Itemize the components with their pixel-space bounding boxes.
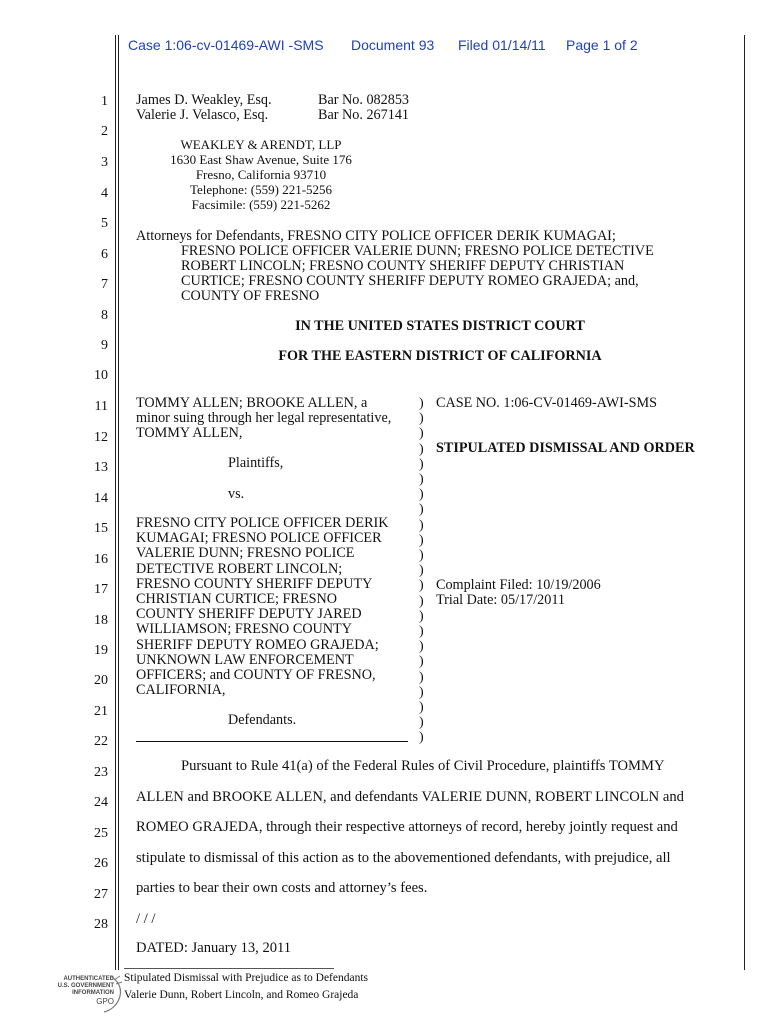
complaint-filed-date: Complaint Filed: 10/19/2006: [436, 577, 601, 593]
attorneys-for-line-1: Attorneys for Defendants, FRESNO CITY POLICE OFFICER DERIK KUMAGAI;: [136, 228, 616, 244]
body-line-6: / / /: [136, 911, 156, 927]
plaintiffs-label: Plaintiffs,: [228, 455, 284, 471]
line-number: 11: [94, 399, 108, 414]
header-case-number: Case 1:06-cv-01469-AWI -SMS: [128, 37, 324, 53]
line-number: 3: [101, 155, 108, 170]
caption-parenthesis: ): [419, 669, 424, 685]
line-number: 18: [94, 613, 108, 628]
left-margin-rule-outer: [115, 35, 116, 970]
caption-parenthesis: ): [419, 608, 424, 624]
defendants-line: SHERIFF DEPUTY ROMEO GRAJEDA;: [136, 636, 379, 653]
line-number: 28: [94, 917, 108, 932]
document-title: STIPULATED DISMISSAL AND ORDER: [436, 440, 695, 456]
line-number: 26: [94, 856, 108, 871]
caption-parenthesis: ): [419, 548, 424, 563]
defendants-line: DETECTIVE ROBERT LINCOLN;: [136, 560, 343, 577]
defendants-line: FRESNO COUNTY SHERIFF DEPUTY: [136, 575, 373, 592]
line-number: 4: [101, 186, 108, 201]
line-number: 8: [101, 308, 108, 323]
line-number: 10: [94, 368, 108, 383]
line-number: 2: [101, 124, 108, 139]
caption-parenthesis: ): [419, 441, 424, 457]
header-document-number: Document 93: [351, 37, 435, 53]
attorneys-for-line-5: COUNTY OF FRESNO: [181, 288, 320, 304]
plaintiffs-line-1: TOMMY ALLEN; BROOKE ALLEN, a: [136, 395, 368, 411]
caption-parenthesis: ): [419, 578, 424, 594]
attorneys-for-line-3: ROBERT LINCOLN; FRESNO COUNTY SHERIFF DEPUTY CHRISTIAN: [181, 258, 625, 274]
footer-line-1: Stipulated Dismissal with Prejudice as to Defendants: [124, 972, 369, 984]
defendants-line: VALERIE DUNN; FRESNO POLICE: [136, 545, 355, 562]
body-line-2: ALLEN and BROOKE ALLEN, and defendants VALERIE DUNN, ROBERT LINCOLN and: [136, 789, 684, 805]
line-number: 24: [94, 795, 108, 810]
plaintiffs-line-2: minor suing through her legal representative,: [136, 410, 392, 426]
defendants-line: CALIFORNIA,: [136, 682, 226, 699]
line-number: 13: [94, 460, 108, 475]
dated-line: DATED: January 13, 2011: [136, 940, 292, 956]
line-number: 12: [94, 430, 108, 445]
footer-rule: [124, 968, 334, 969]
body-line-1: Pursuant to Rule 41(a) of the Federal Rules of Civil Procedure, plaintiffs TOMMY: [181, 758, 665, 774]
line-number: 6: [101, 247, 108, 262]
attorneys-for-line-4: CURTICE; FRESNO COUNTY SHERIFF DEPUTY ROMEO GRAJEDA; and,: [181, 273, 639, 289]
line-number: 17: [94, 582, 108, 597]
defendants-line: WILLIAMSON; FRESNO COUNTY: [136, 621, 352, 638]
defendants-line: UNKNOWN LAW ENFORCEMENT: [136, 651, 354, 668]
line-number: 19: [94, 643, 108, 658]
defendants-line: OFFICERS; and COUNTY OF FRESNO,: [136, 667, 376, 683]
caption-parenthesis: ): [419, 730, 424, 746]
case-number: CASE NO. 1:06-CV-01469-AWI-SMS: [436, 395, 658, 411]
court-title-line-2: FOR THE EASTERN DISTRICT OF CALIFORNIA: [278, 348, 602, 364]
firm-address-block: [136, 137, 386, 212]
attorneys-for-line-2: FRESNO POLICE OFFICER VALERIE DUNN; FRESNO POLICE DETECTIVE: [181, 243, 654, 259]
defendants-line: FRESNO CITY POLICE OFFICER DERIK: [136, 515, 389, 531]
defendants-line: CHRISTIAN CURTICE; FRESNO: [136, 591, 337, 607]
caption-parenthesis: ): [419, 456, 424, 472]
line-number: 7: [101, 277, 108, 292]
defendants-label: Defendants.: [228, 712, 297, 728]
gpo-seal-line-2: U.S. GOVERNMENT: [57, 983, 114, 989]
plaintiffs-line-3: TOMMY ALLEN,: [136, 425, 243, 441]
footer-line-2: Valerie Dunn, Robert Lincoln, and Romeo Grajeda: [124, 989, 359, 1001]
line-number: 25: [94, 826, 108, 841]
counsel-name-1: James D. Weakley, Esq.: [136, 92, 272, 108]
left-margin-rule-inner: [118, 35, 119, 970]
line-number: 21: [94, 704, 108, 719]
gpo-seal-line-3: INFORMATION: [72, 990, 114, 996]
line-number: 20: [94, 673, 108, 688]
caption-parenthesis: ): [419, 396, 424, 411]
header-filed-date: Filed 01/14/11: [458, 37, 546, 53]
line-number: 23: [94, 765, 108, 780]
gpo-seal-line-1: AUTHENTICATED: [63, 976, 114, 982]
firm-name: WEAKLEY & ARENDT, LLP: [180, 137, 342, 152]
body-line-4: stipulate to dismissal of this action as to the abovementioned defendants, with prejudice, all: [136, 850, 671, 866]
caption-parenthesis: ): [419, 426, 424, 442]
defendants-line: COUNTY SHERIFF DEPUTY JARED: [136, 606, 362, 623]
caption-parenthesis: ): [419, 624, 424, 639]
counsel-name-2: Valerie J. Velasco, Esq.: [136, 107, 269, 123]
caption-parenthesis: ): [419, 472, 424, 487]
caption-parenthesis: ): [419, 654, 424, 670]
caption-parenthesis: ): [419, 593, 424, 609]
line-number: 15: [94, 521, 108, 536]
firm-address-line-1: 1630 East Shaw Avenue, Suite 176: [170, 152, 352, 167]
line-number: 5: [101, 216, 108, 231]
line-number: 14: [94, 491, 108, 506]
counsel-bar-1: Bar No. 082853: [318, 92, 410, 108]
counsel-bar-2: Bar No. 267141: [318, 107, 410, 123]
line-number: 27: [94, 887, 108, 902]
header-page-number: Page 1 of 2: [566, 37, 638, 53]
caption-parenthesis: ): [419, 700, 424, 715]
caption-parenthesis: ): [419, 639, 424, 655]
right-margin-rule: [744, 35, 745, 970]
firm-address-line-2: Fresno, California 93710: [195, 167, 327, 182]
caption-parenthesis: ): [419, 684, 424, 700]
defendants-line: KUMAGAI; FRESNO POLICE OFFICER: [136, 530, 382, 547]
body-line-3: ROMEO GRAJEDA, through their respective attorneys of record, hereby jointly request and: [136, 819, 678, 835]
firm-telephone: Telephone: (559) 221-5256: [189, 182, 333, 197]
caption-parenthesis: ): [419, 502, 424, 518]
caption-underline: [136, 741, 408, 742]
court-title-line-1: IN THE UNITED STATES DISTRICT COURT: [295, 318, 585, 334]
gpo-eagle-icon: [80, 974, 124, 1014]
gpo-seal-line-4: GPO: [96, 997, 114, 1006]
caption-parenthesis: ): [419, 715, 424, 731]
caption-parenthesis: ): [419, 487, 424, 503]
firm-facsimile: Facsimile: (559) 221-5262: [191, 197, 331, 212]
body-line-5: parties to bear their own costs and attorney’s fees.: [136, 880, 428, 896]
caption-parenthesis: ): [419, 563, 424, 579]
caption-parenthesis: ): [419, 532, 424, 548]
line-number: 22: [94, 734, 108, 749]
versus-label: vs.: [228, 486, 245, 502]
caption-parenthesis: ): [419, 517, 424, 533]
line-number: 1: [101, 94, 108, 109]
line-number: 9: [101, 338, 108, 353]
trial-date: Trial Date: 05/17/2011: [436, 592, 565, 608]
line-number: 16: [94, 552, 108, 567]
caption-parenthesis: ): [419, 411, 424, 427]
